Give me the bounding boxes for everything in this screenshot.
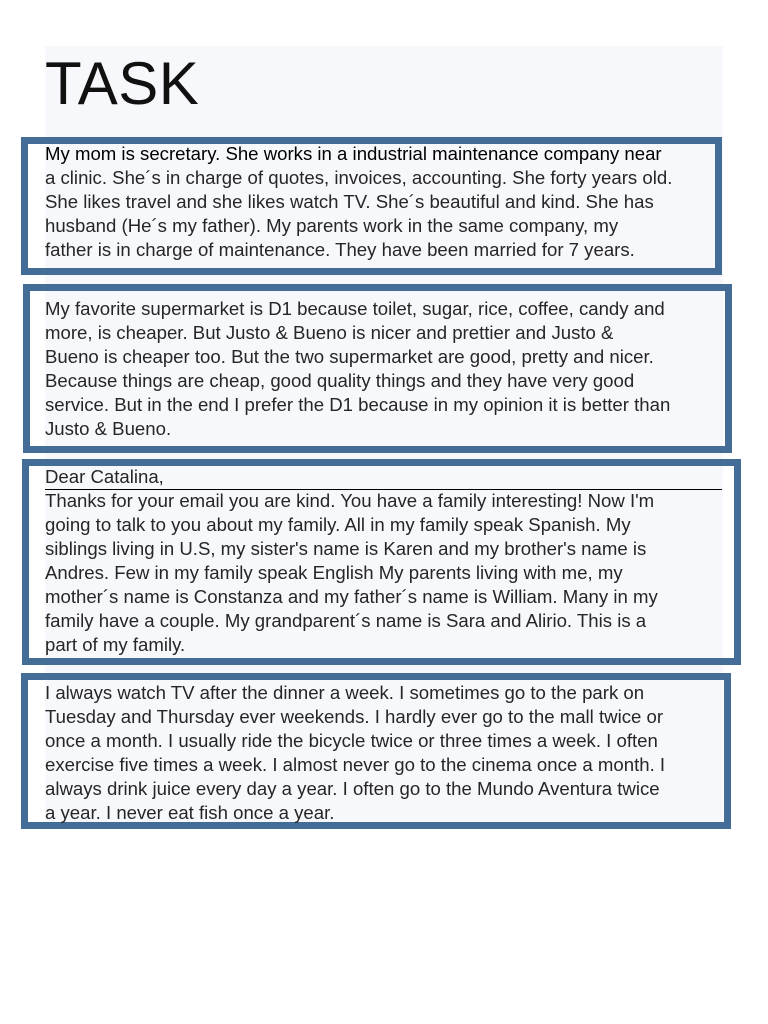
text-line: Tuesday and Thursday ever weekends. I hardly ever go to the mall twice or bbox=[45, 706, 664, 727]
text-line: once a month. I usually ride the bicycle twice or three times a week. I often bbox=[45, 730, 658, 751]
greeting-divider bbox=[45, 489, 722, 490]
text-line: more, is cheaper. But Justo & Bueno is nicer and prettier and Justo & bbox=[45, 322, 614, 343]
text-line: going to talk to you about my family. All in my family speak Spanish. My bbox=[45, 514, 631, 535]
text-line: Because things are cheap, good quality things and they have very good bbox=[45, 370, 635, 391]
text-line: My favorite supermarket is D1 because toilet, sugar, rice, coffee, candy and bbox=[45, 298, 665, 319]
text-line: She likes travel and she likes watch TV. She´s beautiful and kind. She has bbox=[45, 191, 654, 212]
text-line: Bueno is cheaper too. But the two supermarket are good, pretty and nicer. bbox=[45, 346, 654, 367]
text-line: a year. I never eat fish once a year. bbox=[45, 802, 335, 823]
text-line: always drink juice every day a year. I often go to the Mundo Aventura twice bbox=[45, 778, 660, 799]
text-line: family have a couple. My grandparent´s name is Sara and Alirio. This is a bbox=[45, 610, 647, 631]
text-line: I always watch TV after the dinner a week. I sometimes go to the park on bbox=[45, 682, 645, 703]
text-line: Thanks for your email you are kind. You have a family interesting! Now I'm bbox=[45, 490, 655, 511]
text-line: Justo & Bueno. bbox=[45, 418, 172, 439]
text-line: siblings living in U.S, my sister's name is Karen and my brother's name is bbox=[45, 538, 647, 559]
text-line: husband (He´s my father). My parents work in the same company, my bbox=[45, 215, 619, 236]
letter-greeting: Dear Catalina, bbox=[45, 466, 164, 487]
section-3-text bbox=[45, 465, 658, 657]
section-1-text bbox=[45, 142, 672, 262]
text-line: Andres. Few in my family speak English My parents living with me, my bbox=[45, 562, 623, 583]
text-line: service. But in the end I prefer the D1 because in my opinion it is better than bbox=[45, 394, 671, 415]
page-title: TASK bbox=[45, 50, 200, 117]
text-line: mother´s name is Constanza and my father´s name is William. Many in my bbox=[45, 586, 658, 607]
text-line: part of my family. bbox=[45, 634, 186, 655]
section-4-text bbox=[45, 681, 665, 825]
section-2-text bbox=[45, 297, 670, 441]
text-line: My mom is secretary. She works in a industrial maintenance company near bbox=[45, 143, 662, 164]
text-line: father is in charge of maintenance. They have been married for 7 years. bbox=[45, 239, 635, 260]
text-line: a clinic. She´s in charge of quotes, invoices, accounting. She forty years old. bbox=[45, 167, 673, 188]
text-line: exercise five times a week. I almost never go to the cinema once a month. I bbox=[45, 754, 666, 775]
